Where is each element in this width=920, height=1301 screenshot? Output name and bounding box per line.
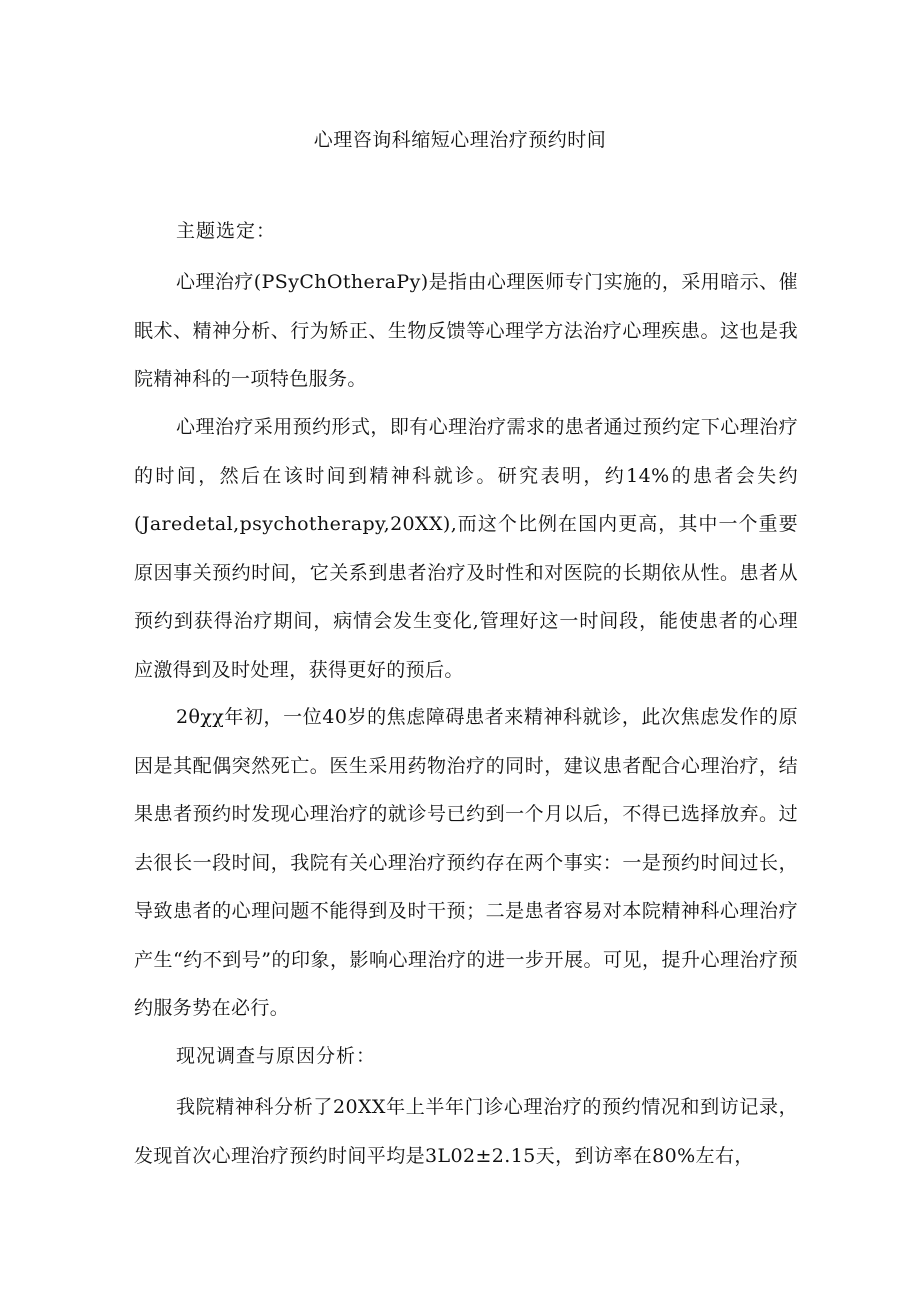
section-heading-topic: 主题选定： bbox=[176, 220, 277, 242]
paragraph-case-example: 2θχχ年初，一位40岁的焦虑障碍患者来精神科就诊，此次焦虑发作的原因是其配偶突然死亡。医生采用药物治疗的同时，建议患者配合心理治疗，结果患者预约时发现心理治疗的就诊号已约到一个月以后，不得已选择放弃。过去很长一段时间，我院有关心理治疗预约存在两个事实：一是预约时间过长，导致患者的心理问题不能得到及时干预；二是患者容易对本院精神科心理治疗产生“约不到号”的印象，影响心理治疗的进一步开展。可见，提升心理治疗预约服务势在必行。 bbox=[134, 706, 798, 1019]
paragraph-appointment-form: 心理治疗采用预约形式，即有心理治疗需求的患者通过预约定下心理治疗的时间，然后在该时间到精神科就诊。研究表明，约14%的患者会失约(Jaredetal,psychotherapy,20XX),而这个比例在国内更高，其中一个重要原因事关预约时间，它关系到患者治疗及时性和对医院的长期依从性。患者从预约到获得治疗期间，病情会发生变化,管理好这一时间段，能使患者的心理应激得到及时处理，获得更好的预后。 bbox=[134, 416, 798, 681]
document-title: 心理咨询科缩短心理治疗预约时间 bbox=[313, 129, 607, 151]
paragraph-intro: 心理治疗(PSyChOtheraPy)是指由心理医师专门实施的，采用暗示、催眠术、精神分析、行为矫正、生物反馈等心理学方法治疗心理疾患。这也是我院精神科的一项特色服务。 bbox=[134, 271, 798, 390]
section-heading-survey: 现况调查与原因分析： bbox=[176, 1045, 377, 1067]
paragraph-survey-analysis: 我院精神科分析了20XX年上半年门诊心理治疗的预约情况和到访记录，发现首次心理治疗预约时间平均是3L02±2.15天，到访率在80%左右， bbox=[134, 1096, 798, 1167]
